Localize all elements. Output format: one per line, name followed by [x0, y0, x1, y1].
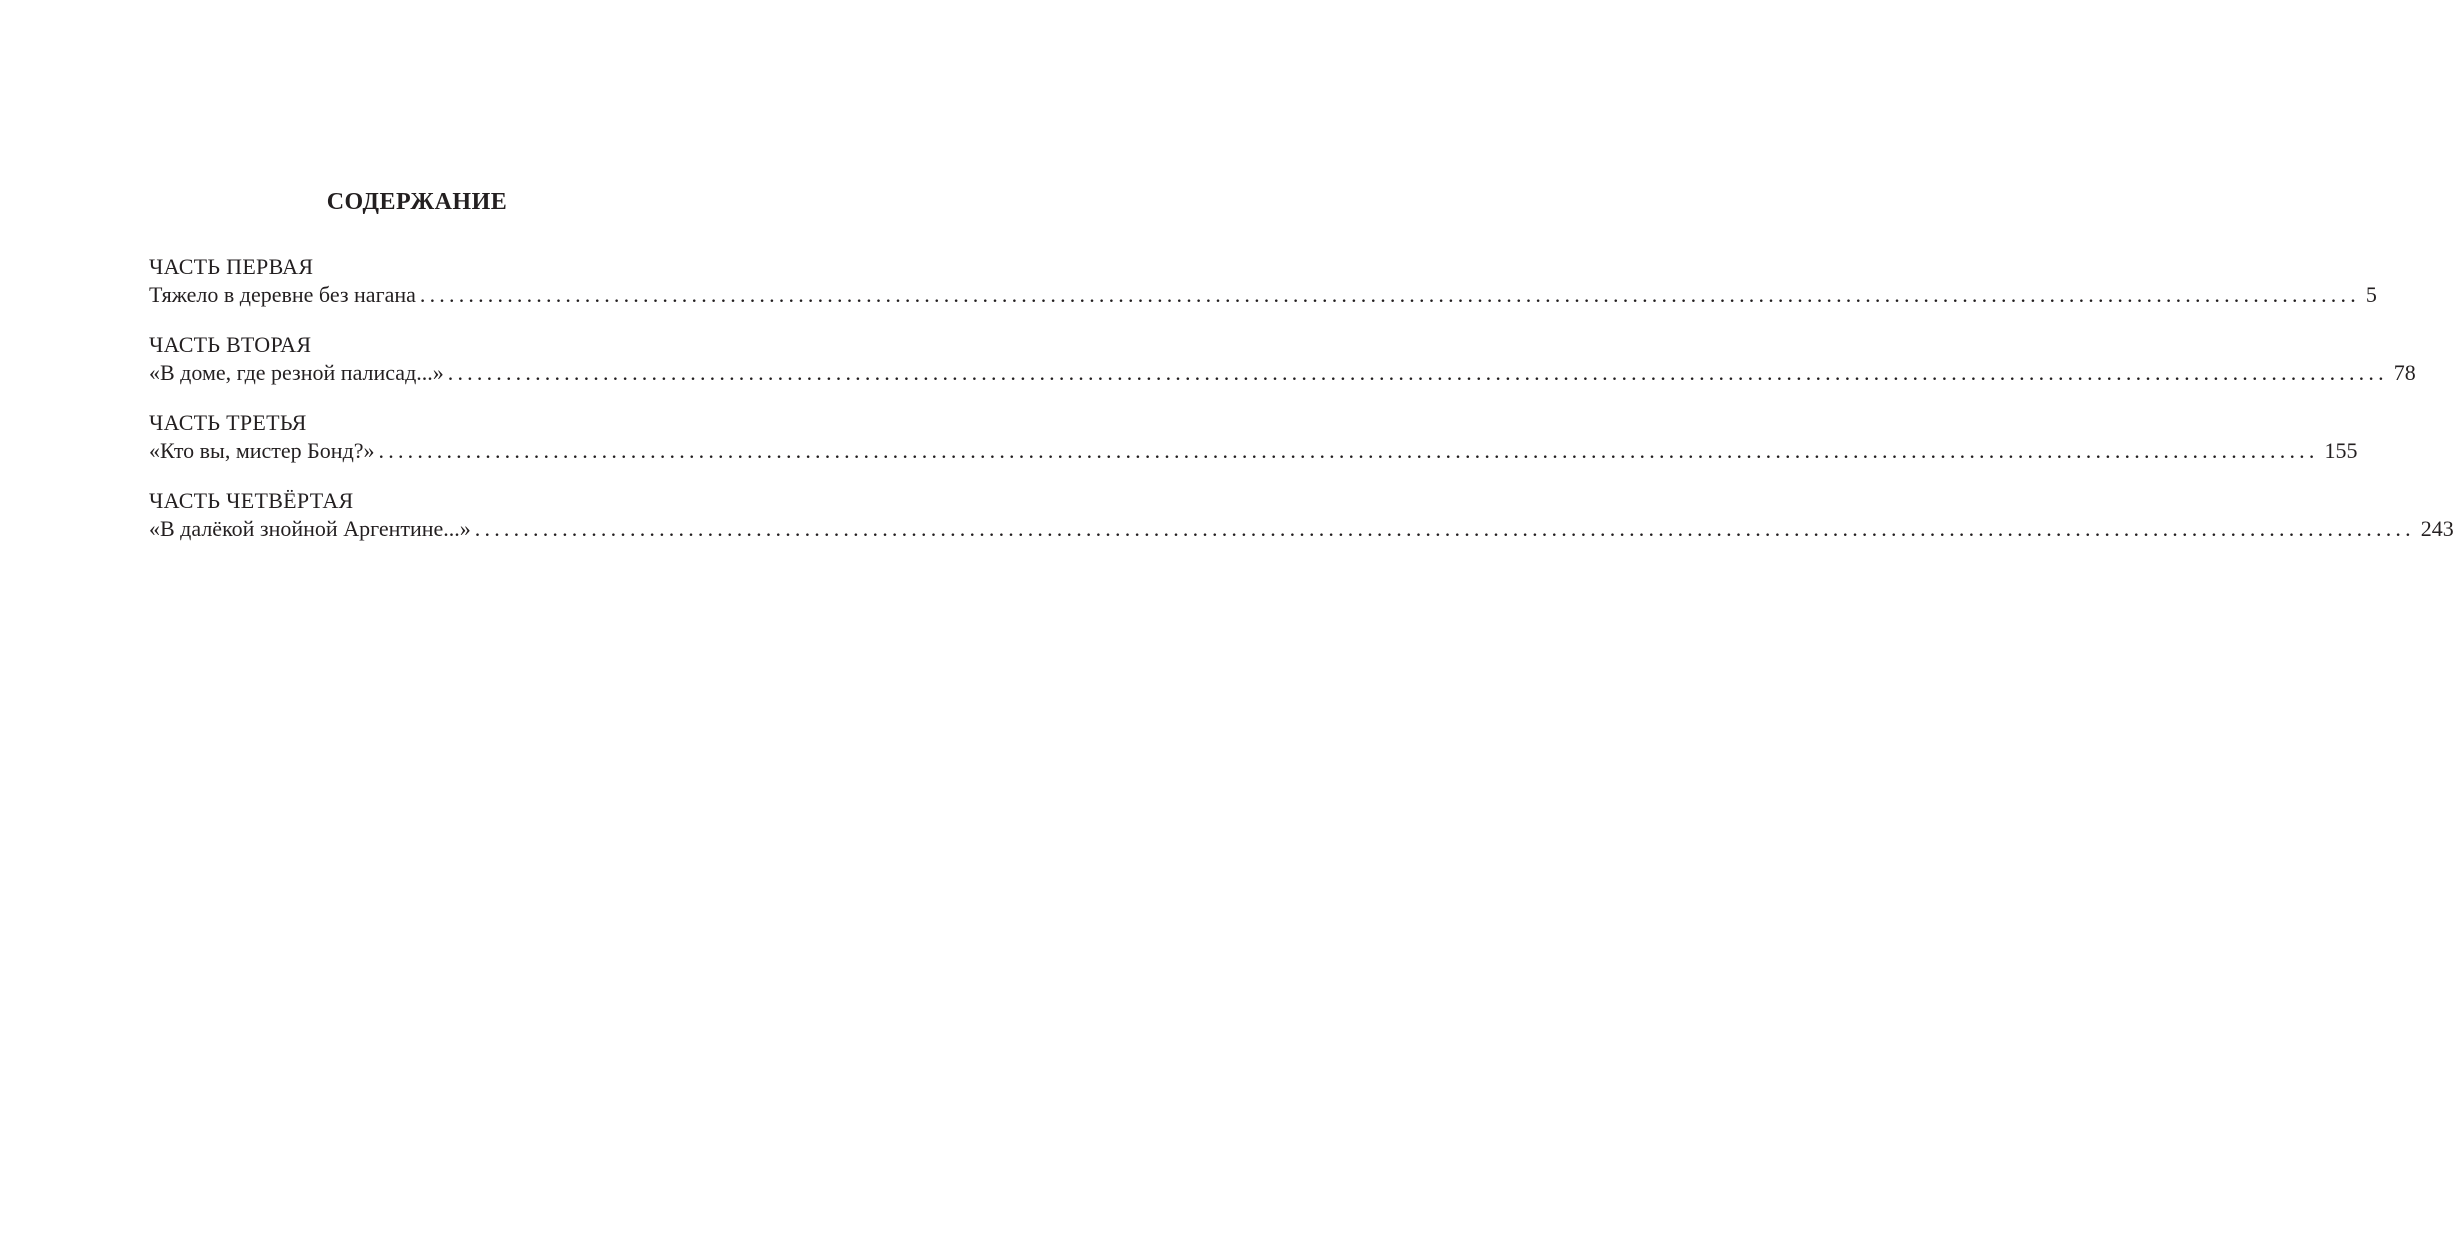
dot-leader: ........................................................................................................................................................................................................ — [419, 282, 2360, 307]
dot-leader: ........................................................................................................................................................................................................ — [378, 438, 2319, 463]
toc-part-2 — [149, 331, 2416, 409]
chapter-title: «Кто вы, мистер Бонд?» — [149, 438, 375, 463]
page-title: СОДЕРЖАНИЕ — [326, 189, 508, 215]
part-heading: ЧАСТЬ ЧЕТВЁРТАЯ — [149, 488, 354, 513]
page-number: 5 — [2365, 282, 2377, 307]
page-number: 243 — [2420, 516, 2454, 541]
part-heading: ЧАСТЬ ВТОРАЯ — [149, 332, 312, 357]
page-number: 78 — [2393, 360, 2416, 385]
toc-part-4 — [149, 487, 2454, 565]
chapter-title: «В доме, где резной палисад...» — [149, 360, 444, 385]
part-heading: ЧАСТЬ ПЕРВАЯ — [149, 254, 314, 279]
toc-entry — [149, 359, 2416, 387]
toc-entry — [149, 515, 2454, 543]
dot-leader: ........................................................................................................................................................................................................ — [447, 360, 2388, 385]
dot-leader: ........................................................................................................................................................................................................ — [474, 516, 2415, 541]
part-heading: ЧАСТЬ ТРЕТЬЯ — [149, 410, 307, 435]
toc-part-1 — [149, 253, 2377, 331]
toc-part-3 — [149, 409, 2358, 487]
chapter-title: «В далёкой знойной Аргентине...» — [149, 516, 471, 541]
table-of-contents — [149, 253, 2454, 565]
page-number: 155 — [2324, 438, 2358, 463]
chapter-title: Тяжело в деревне без нагана — [149, 282, 416, 307]
toc-entry — [149, 281, 2377, 309]
toc-entry — [149, 437, 2358, 465]
